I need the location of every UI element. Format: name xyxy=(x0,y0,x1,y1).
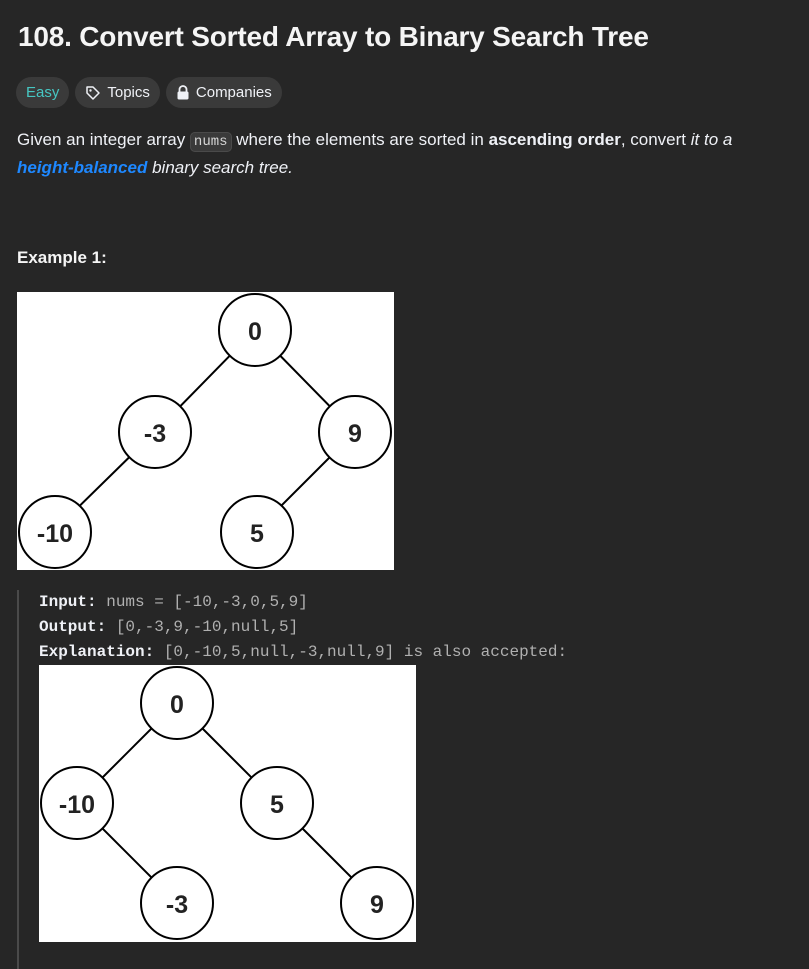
tree-node-right xyxy=(241,767,313,839)
tag-icon xyxy=(85,85,101,101)
example-input xyxy=(39,591,308,613)
tree-node-right-left xyxy=(221,496,293,568)
height-balanced-link[interactable]: height-balanced xyxy=(17,158,148,177)
problem-description xyxy=(17,127,797,181)
desc-text: , convert xyxy=(620,130,691,149)
svg-text:0: 0 xyxy=(248,318,262,346)
svg-text:9: 9 xyxy=(348,420,362,448)
svg-text:9: 9 xyxy=(370,891,384,919)
tree-node-right-right xyxy=(341,867,413,939)
desc-text: where the elements are sorted in xyxy=(231,130,489,149)
explanation-value: [0,-10,5,null,-3,null,9] is also accepted: xyxy=(154,643,568,661)
companies-button[interactable] xyxy=(166,77,282,108)
difficulty-badge[interactable] xyxy=(16,77,69,108)
topics-button[interactable] xyxy=(75,77,160,108)
explanation-label: Explanation: xyxy=(39,643,155,661)
desc-italic-end: binary search tree. xyxy=(147,158,293,177)
svg-text:5: 5 xyxy=(270,791,284,819)
desc-text: Given an integer array xyxy=(17,130,190,149)
code-nums: nums xyxy=(190,132,232,152)
topics-label: Topics xyxy=(107,84,150,101)
tree-node-left xyxy=(41,767,113,839)
svg-text:5: 5 xyxy=(250,520,264,548)
tree-node-root xyxy=(141,667,213,739)
difficulty-label: Easy xyxy=(26,84,60,101)
tree-node-right xyxy=(319,396,391,468)
example-explanation xyxy=(39,641,567,663)
tree-node-left-right xyxy=(141,867,213,939)
example-tree-image-1 xyxy=(17,292,394,570)
example-output xyxy=(39,616,298,638)
output-value: [0,-3,9,-10,null,5] xyxy=(106,618,299,636)
example-tree-image-2 xyxy=(39,665,416,942)
tree-node-left xyxy=(119,396,191,468)
tree-node-left-left xyxy=(19,496,91,568)
tree-node-root xyxy=(219,294,291,366)
desc-italic: it to a xyxy=(690,130,733,149)
problem-title: 108. Convert Sorted Array to Binary Search Tree xyxy=(18,21,649,52)
input-label: Input: xyxy=(39,593,97,611)
lock-icon xyxy=(176,85,190,100)
svg-text:0: 0 xyxy=(170,691,184,719)
problem-tags xyxy=(16,77,282,108)
input-value: nums = [-10,-3,0,5,9] xyxy=(96,593,308,611)
example-heading: Example 1: xyxy=(17,248,107,267)
svg-text:-10: -10 xyxy=(36,520,74,548)
desc-bold: ascending order xyxy=(488,130,621,149)
svg-text:-10: -10 xyxy=(58,791,96,819)
companies-label: Companies xyxy=(195,84,272,101)
svg-text:-3: -3 xyxy=(165,891,189,919)
svg-text:-3: -3 xyxy=(143,420,167,448)
output-label: Output: xyxy=(39,618,107,636)
